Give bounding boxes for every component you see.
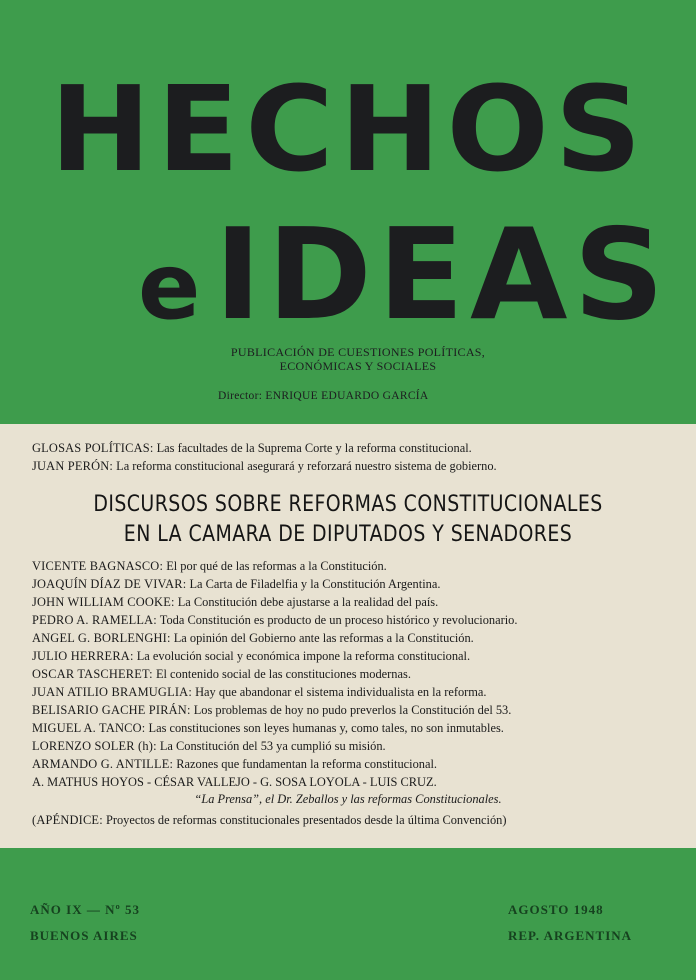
item-author: JOAQUÍN DÍAZ DE VIVAR: xyxy=(32,577,187,591)
item-author: GLOSAS POLÍTICAS: xyxy=(32,441,154,455)
item-author: JUAN PERÓN: xyxy=(32,459,114,473)
item-text: La Carta de Filadelfia y la Constitución Argentina. xyxy=(189,577,441,591)
item-author: ANGEL G. BORLENGHI: xyxy=(32,631,171,645)
subtitle-line2: ECONÓMICAS Y SOCIALES xyxy=(279,359,437,373)
item-author: LORENZO SOLER (h): xyxy=(32,739,157,753)
item-text: Hay que abandonar el sistema individualista en la reforma. xyxy=(195,685,487,699)
list-item xyxy=(32,576,440,592)
item-author: PEDRO A. RAMELLA: xyxy=(32,613,157,627)
quote-line: “La Prensa”, el Dr. Zeballos y las reformas Constitucionales. xyxy=(194,792,502,806)
subtitle-line1: PUBLICACIÓN DE CUESTIONES POLÍTICAS, xyxy=(230,345,486,359)
item-author: MIGUEL A. TANCO: xyxy=(32,721,146,735)
director-name: ENRIQUE EDUARDO GARCÍA xyxy=(265,390,429,402)
masthead-ideas: IDEAS xyxy=(214,201,671,348)
list-item xyxy=(32,702,511,718)
item-author: ARMANDO G. ANTILLE: xyxy=(32,757,174,771)
item-text: Razones que fundamentan la reforma constitucional. xyxy=(176,757,438,771)
item-text: La Constitución debe ajustarse a la realidad del país. xyxy=(177,595,439,609)
item-text: Los problemas de hoy no pudo preverlos la Constitución del 53. xyxy=(193,703,512,717)
item-author: BELISARIO GACHE PIRÁN: xyxy=(32,703,191,717)
masthead-line1: HECHOS xyxy=(50,60,648,198)
item-text: La evolución social y económica impone la reforma constitucional. xyxy=(136,649,471,663)
issue-date: AGOSTO 1948 xyxy=(508,902,604,917)
item-text: La opinión del Gobierno ante las reformas a la Constitución. xyxy=(173,631,474,645)
list-item xyxy=(32,458,497,474)
list-item xyxy=(32,594,438,610)
item-author: VICENTE BAGNASCO: xyxy=(32,559,164,573)
list-item xyxy=(32,558,387,574)
item-text: Las constituciones son leyes humanas y, como tales, no son inmutables. xyxy=(148,721,504,735)
authors-line: A. MATHUS HOYOS - CÉSAR VALLEJO - G. SOSA LOYOLA - LUIS CRUZ. xyxy=(32,775,437,789)
item-author: JULIO HERRERA: xyxy=(32,649,134,663)
list-item xyxy=(32,684,487,700)
appendix-line xyxy=(32,812,506,828)
item-text: Toda Constitución es producto de un proceso histórico y revolucionario. xyxy=(159,613,518,627)
masthead-e: e xyxy=(138,233,215,340)
section-heading-line1: DISCURSOS SOBRE REFORMAS CONSTITUCIONALES xyxy=(93,492,603,517)
list-item xyxy=(32,648,470,664)
country: REP. ARGENTINA xyxy=(508,928,633,943)
publication-subtitle xyxy=(198,345,518,373)
item-text: La Constitución del 53 ya cumplió su misión. xyxy=(159,739,386,753)
director-label: Director: xyxy=(218,390,263,402)
item-author: JUAN ATILIO BRAMUGLIA: xyxy=(32,685,192,699)
list-item xyxy=(32,612,517,628)
list-item xyxy=(32,630,474,646)
list-item xyxy=(32,720,504,736)
list-item xyxy=(32,756,437,772)
issue-number: AÑO IX — Nº 53 xyxy=(30,902,141,917)
item-text: El contenido social de las constituciones modernas. xyxy=(155,667,411,681)
item-author: JOHN WILLIAM COOKE: xyxy=(32,595,175,609)
appendix-label: (APÉNDICE: xyxy=(32,813,103,827)
section-heading-line2: EN LA CAMARA DE DIPUTADOS Y SENADORES xyxy=(123,522,573,547)
city: BUENOS AIRES xyxy=(30,928,138,943)
list-item xyxy=(32,666,411,682)
item-text: La reforma constitucional asegurará y reforzará nuestro sistema de gobierno. xyxy=(116,459,497,473)
item-text: El por qué de las reformas a la Constitución. xyxy=(166,559,387,573)
director-credit xyxy=(218,390,429,402)
appendix-text: Proyectos de reformas constitucionales presentados desde la última Convención) xyxy=(105,813,507,827)
list-item xyxy=(32,738,386,754)
list-item xyxy=(32,440,472,456)
item-text: Las facultades de la Suprema Corte y la reforma constitucional. xyxy=(156,441,472,455)
masthead-line2 xyxy=(138,201,671,348)
item-author: OSCAR TASCHERET: xyxy=(32,667,153,681)
contents-panel xyxy=(0,424,696,848)
